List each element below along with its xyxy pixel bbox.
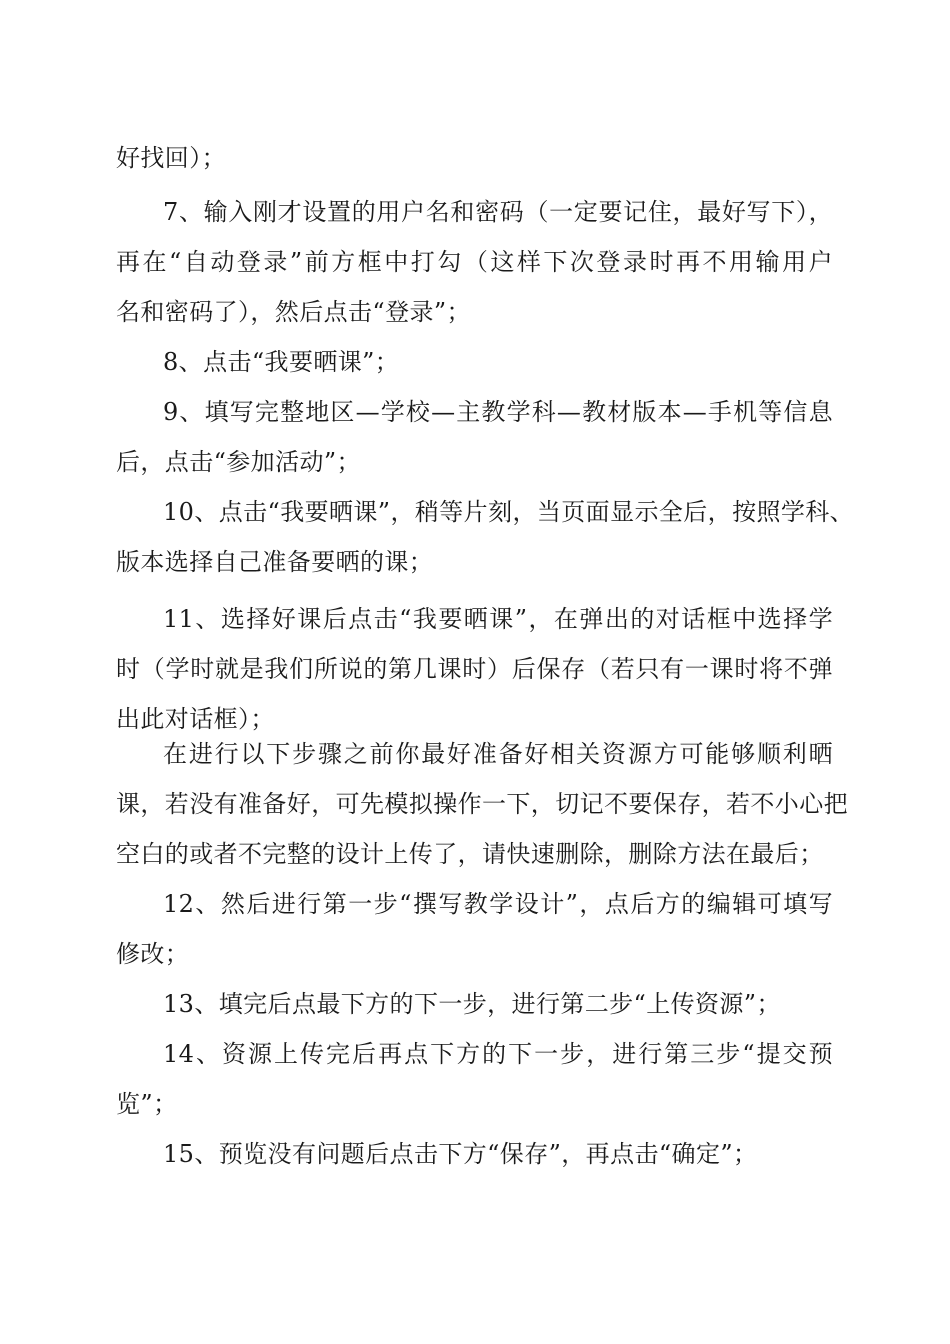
step-7-line-3: 名和密码了），然后点击“登录”； [116,298,471,326]
text-line: 好找回）； [116,144,226,172]
step-7-line-1: 7、输入刚才设置的用户名和密码（一定要记住，最好写下）， [163,198,833,226]
step-7-line-2: 再在“自动登录”前方框中打勾（这样下次登录时再不用输用户 [116,248,833,276]
step-14-line-2: 览”； [116,1090,178,1118]
step-11-line-3: 出此对话框）； [116,705,275,733]
note-line-3: 空白的或者不完整的设计上传了，请快速删除，删除方法在最后； [116,840,824,868]
note-line-1: 在进行以下步骤之前你最好准备好相关资源方可能够顺利晒 [163,740,833,768]
step-11-line-1: 11、选择好课后点击“我要晒课”，在弹出的对话框中选择学 [163,605,833,633]
step-14-line-1: 14、资源上传完后再点下方的下一步，进行第三步“提交预 [163,1040,833,1068]
step-8-line: 8、点击“我要晒课”； [163,348,400,376]
step-10-line-1: 10、点击“我要晒课”，稍等片刻，当页面显示全后，按照学科、 [163,498,855,526]
step-13-line: 13、填完后点最下方的下一步，进行第二步“上传资源”； [163,990,781,1018]
step-12-line-1: 12、然后进行第一步“撰写教学设计”，点后方的编辑可填写 [163,890,833,918]
step-12-line-2: 修改； [116,940,190,968]
step-9-line-2: 后，点击“参加活动”； [116,448,361,476]
step-9-line-1: 9、填写完整地区—学校—主教学科—教材版本—手机等信息 [163,398,833,426]
note-line-2: 课，若没有准备好，可先模拟操作一下，切记不要保存，若不小心把 [116,790,848,818]
step-10-line-2: 版本选择自己准备要晒的课； [116,548,434,576]
step-15-line: 15、预览没有问题后点击下方“保存”，再点击“确定”； [163,1140,758,1168]
step-11-line-2: 时（学时就是我们所说的第几课时）后保存（若只有一课时将不弹 [116,655,833,683]
